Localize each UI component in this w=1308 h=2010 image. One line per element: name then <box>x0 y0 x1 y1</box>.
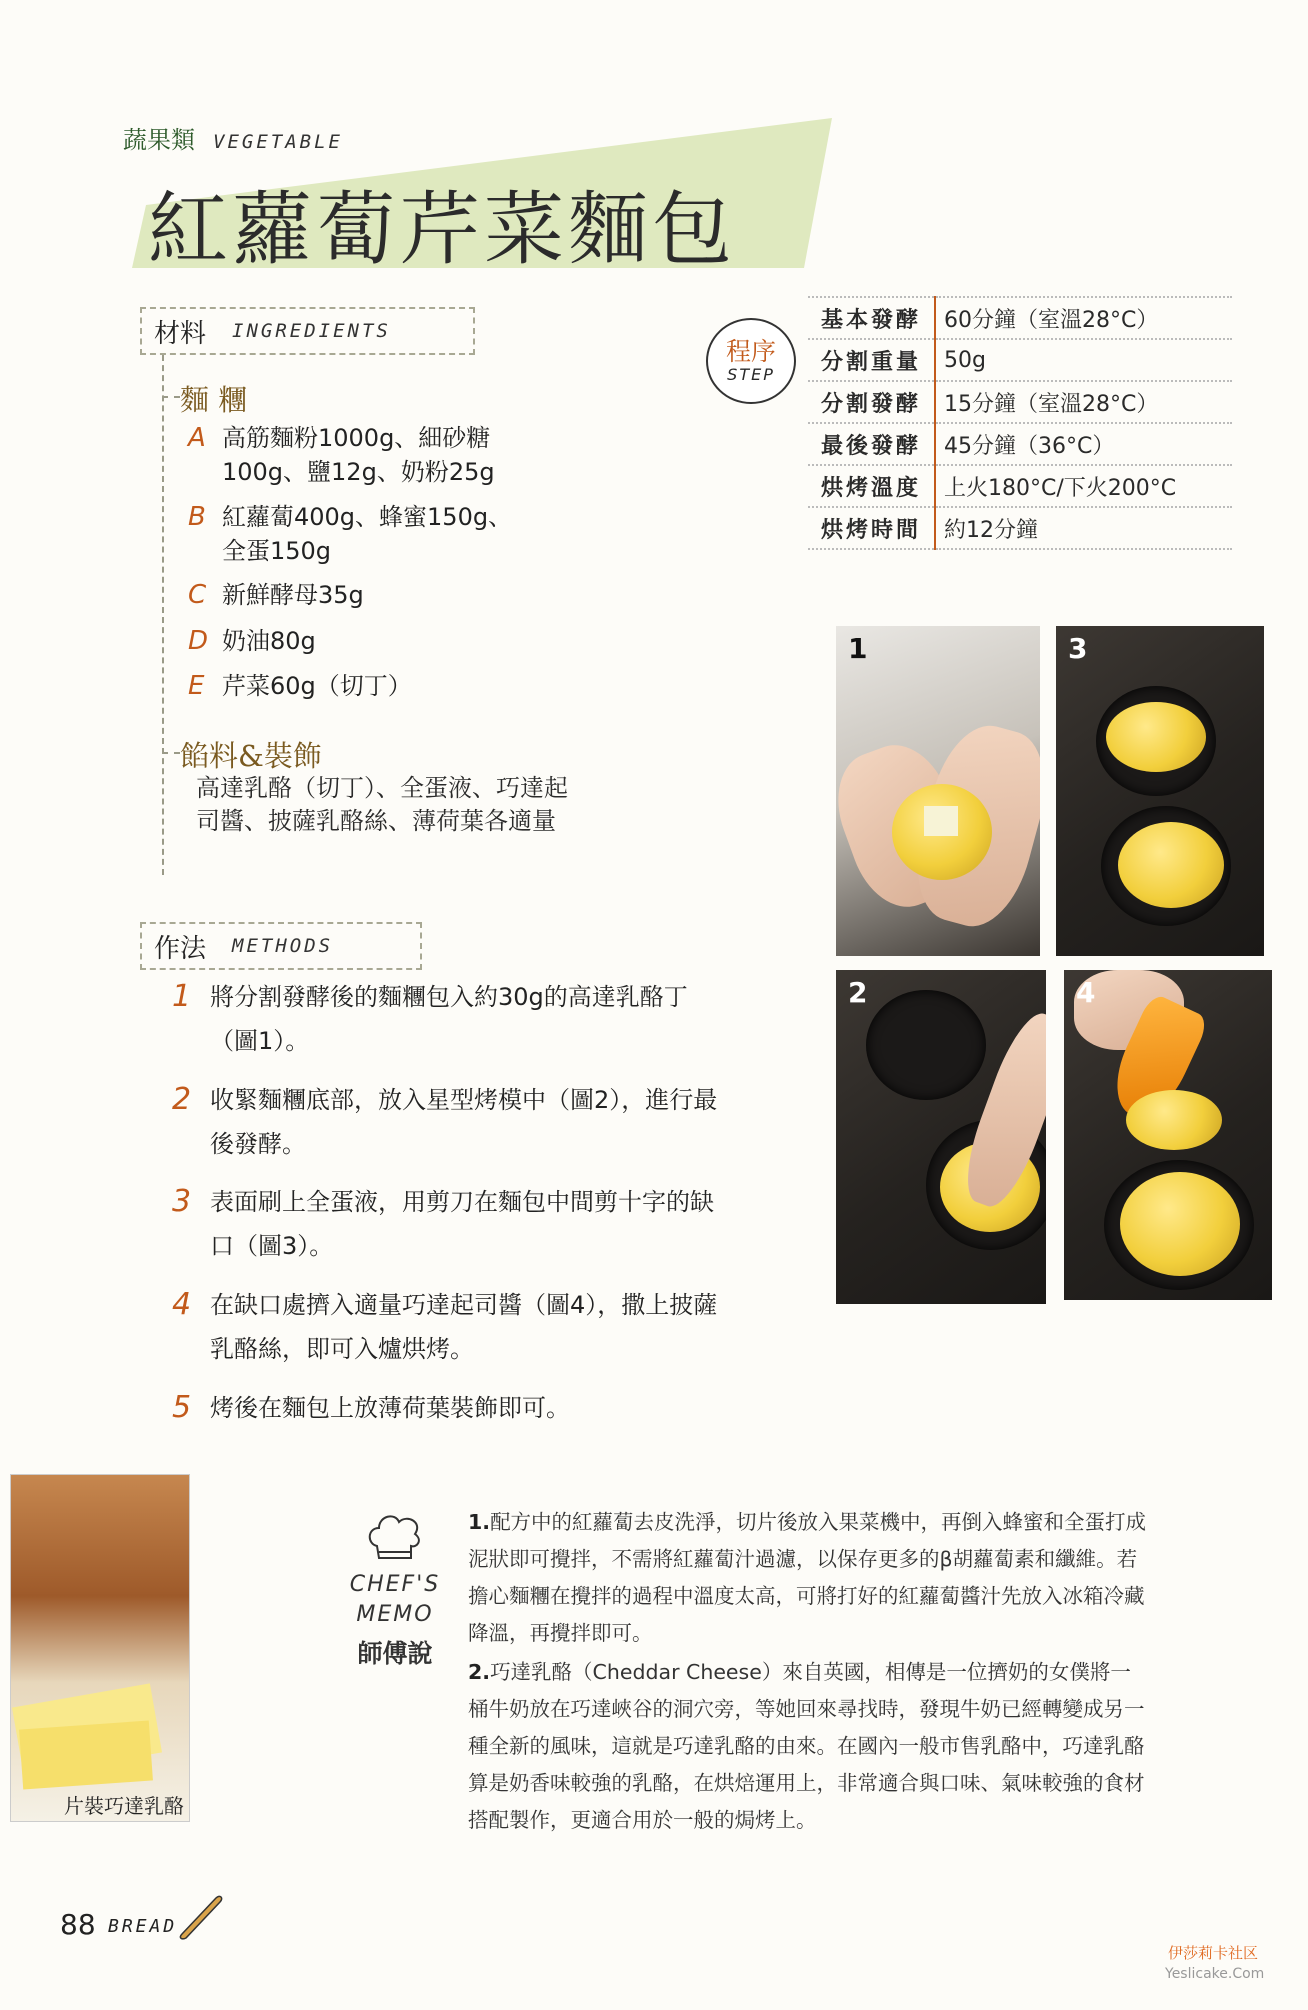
note-number: 2. <box>468 1660 491 1684</box>
ingredient-letter: D <box>188 626 209 656</box>
chef-note-1 <box>468 1504 1148 1652</box>
step-photo-4 <box>1064 970 1272 1300</box>
photo-caption: 片裝巧達乳酪 <box>64 1794 184 1818</box>
step-photo-1 <box>836 626 1040 956</box>
step-bubble <box>706 318 796 404</box>
dough-heading: 麵 糰 <box>180 383 248 417</box>
ingredients-bracket <box>162 355 174 875</box>
step-text: 表面刷上全蛋液，用剪刀在麵包中間剪十字的缺口（圖3）。 <box>210 1188 714 1260</box>
table-row <box>808 507 1232 549</box>
method-step-3 <box>168 1180 728 1268</box>
step-text: 在缺口處擠入適量巧達起司醬（圖4），撒上披薩乳酪絲，即可入爐烘烤。 <box>210 1291 718 1363</box>
bun-shape <box>1106 702 1206 772</box>
chef-en-1: CHEF'S <box>349 1572 441 1597</box>
process-value: 50g <box>935 339 1232 381</box>
cheese-cube <box>924 806 958 836</box>
process-value: 上火180°C/下火200°C <box>935 465 1232 507</box>
ingredients-en: INGREDIENTS <box>232 320 391 342</box>
photo-label: 2 <box>848 976 868 1009</box>
cheese-slice <box>19 1721 153 1790</box>
step-text: 收緊麵糰底部，放入星型烤模中（圖2），進行最後發酵。 <box>210 1086 718 1158</box>
watermark-url: Yeslicake.Com <box>1165 1966 1265 1982</box>
step-text: 烤後在麵包上放薄荷葉裝飾即可。 <box>210 1394 570 1422</box>
step-number: 3 <box>172 1184 192 1219</box>
methods-section-box <box>140 922 422 970</box>
step-text: 將分割發酵後的麵糰包入約30g的高達乳酪丁（圖1）。 <box>210 983 688 1055</box>
method-step-1 <box>168 975 728 1063</box>
process-value: 約12分鐘 <box>935 507 1232 549</box>
process-value: 45分鐘（36°C） <box>935 423 1232 465</box>
ingredient-letter: B <box>188 502 206 532</box>
step-number: 2 <box>172 1082 192 1117</box>
recipe-title: 紅蘿蔔芹菜麵包 <box>148 183 736 276</box>
page-number: 88 <box>60 1908 96 1941</box>
process-table <box>808 296 1232 550</box>
table-row <box>808 339 1232 381</box>
photo-label: 1 <box>848 632 868 665</box>
ingredient-item-d <box>188 624 522 658</box>
step-number: 5 <box>172 1390 192 1425</box>
filling-lead-line <box>162 752 180 754</box>
step-number: 1 <box>172 979 192 1014</box>
book-name: BREAD <box>108 1916 178 1937</box>
chef-zh: 師傅說 <box>357 1639 433 1668</box>
methods-en: METHODS <box>232 935 334 957</box>
method-step-5 <box>168 1386 728 1430</box>
mold-cavity <box>866 990 986 1100</box>
process-value: 15分鐘（室溫28°C） <box>935 381 1232 423</box>
table-row <box>808 423 1232 465</box>
chef-memo-label <box>340 1510 450 1670</box>
category-zh: 蔬果類 <box>123 126 195 154</box>
ingredient-letter: A <box>188 423 206 453</box>
step-number: 4 <box>172 1287 192 1322</box>
photo-label: 4 <box>1076 976 1096 1009</box>
watermark-zh: 伊莎莉卡社区 <box>1168 1944 1259 1962</box>
process-label: 分割重量 <box>808 339 935 381</box>
ingredient-text: 奶油80g <box>222 627 316 655</box>
filling-heading: 餡料&裝飾 <box>180 739 322 773</box>
photo-label: 3 <box>1068 632 1088 665</box>
ingredient-text: 高筋麵粉1000g、細砂糖100g、鹽12g、奶粉25g <box>222 424 495 486</box>
filling-text: 高達乳酪（切丁）、全蛋液、巧達起司醬、披薩乳酪絲、薄荷葉各適量 <box>196 774 568 835</box>
chef-en-2: MEMO <box>356 1602 434 1627</box>
ingredient-letter: E <box>188 671 205 701</box>
ingredient-item-a <box>188 421 522 489</box>
method-step-2 <box>168 1078 728 1166</box>
process-label: 最後發酵 <box>808 423 935 465</box>
note-text: 巧達乳酪（Cheddar Cheese）來自英國，相傳是一位擠奶的女僕將一桶牛奶放在巧達峽谷的洞穴旁，等她回來尋找時，發現牛奶已經轉變成另一種全新的風味，這就是巧達乳酪的由來。在國內一般市售乳酪中，巧達乳酪算是奶香味較強的乳酪，在烘焙運用上，非常適合與口味、氣味較強的食材搭配製作，更適合用於一般的焗烤上。 <box>468 1660 1145 1832</box>
ingredient-item-e <box>188 669 522 703</box>
step-photo-2 <box>836 970 1046 1304</box>
bun-shape <box>1118 822 1224 908</box>
ingredient-item-c <box>188 578 522 612</box>
cheddar-slices-photo <box>10 1474 190 1822</box>
process-label: 基本發酵 <box>808 297 935 339</box>
ingredient-text: 新鮮酵母35g <box>222 581 364 609</box>
process-value: 60分鐘（室溫28°C） <box>935 297 1232 339</box>
note-number: 1. <box>468 1510 491 1534</box>
bun-shape <box>1120 1172 1240 1276</box>
category-label <box>123 120 343 155</box>
method-step-4 <box>168 1283 728 1371</box>
dough-lead-line <box>162 396 180 398</box>
ingredient-text: 芹菜60g（切丁） <box>222 672 412 700</box>
table-row <box>808 465 1232 507</box>
bun-shape <box>1126 1090 1222 1150</box>
ingredient-item-b <box>188 500 522 568</box>
chef-hat-icon <box>365 1510 425 1566</box>
ingredient-letter: C <box>188 580 207 610</box>
table-row <box>808 297 1232 339</box>
baguette-icon <box>176 1890 226 1940</box>
process-label: 烘烤溫度 <box>808 465 935 507</box>
category-en: VEGETABLE <box>213 131 343 153</box>
process-label: 烘烤時間 <box>808 507 935 549</box>
step-bubble-en: STEP <box>727 364 775 384</box>
table-row <box>808 381 1232 423</box>
step-photo-3 <box>1056 626 1264 956</box>
process-label: 分割發酵 <box>808 381 935 423</box>
ingredients-zh: 材料 <box>154 318 207 349</box>
note-text: 配方中的紅蘿蔔去皮洗淨，切片後放入果菜機中，再倒入蜂蜜和全蛋打成泥狀即可攪拌，不需將紅蘿蔔汁過濾，以保存更多的β胡蘿蔔素和纖維。若擔心麵糰在攪拌的過程中溫度太高，可將打好的紅蘿蔔醬汁先放入冰箱冷藏降溫，再攪拌即可。 <box>468 1510 1147 1645</box>
methods-zh: 作法 <box>154 933 207 964</box>
chef-note-2 <box>468 1654 1148 1839</box>
ingredient-text: 紅蘿蔔400g、蜂蜜150g、全蛋150g <box>222 503 513 565</box>
ingredients-section-box <box>140 307 475 355</box>
step-bubble-zh: 程序 <box>725 336 776 366</box>
